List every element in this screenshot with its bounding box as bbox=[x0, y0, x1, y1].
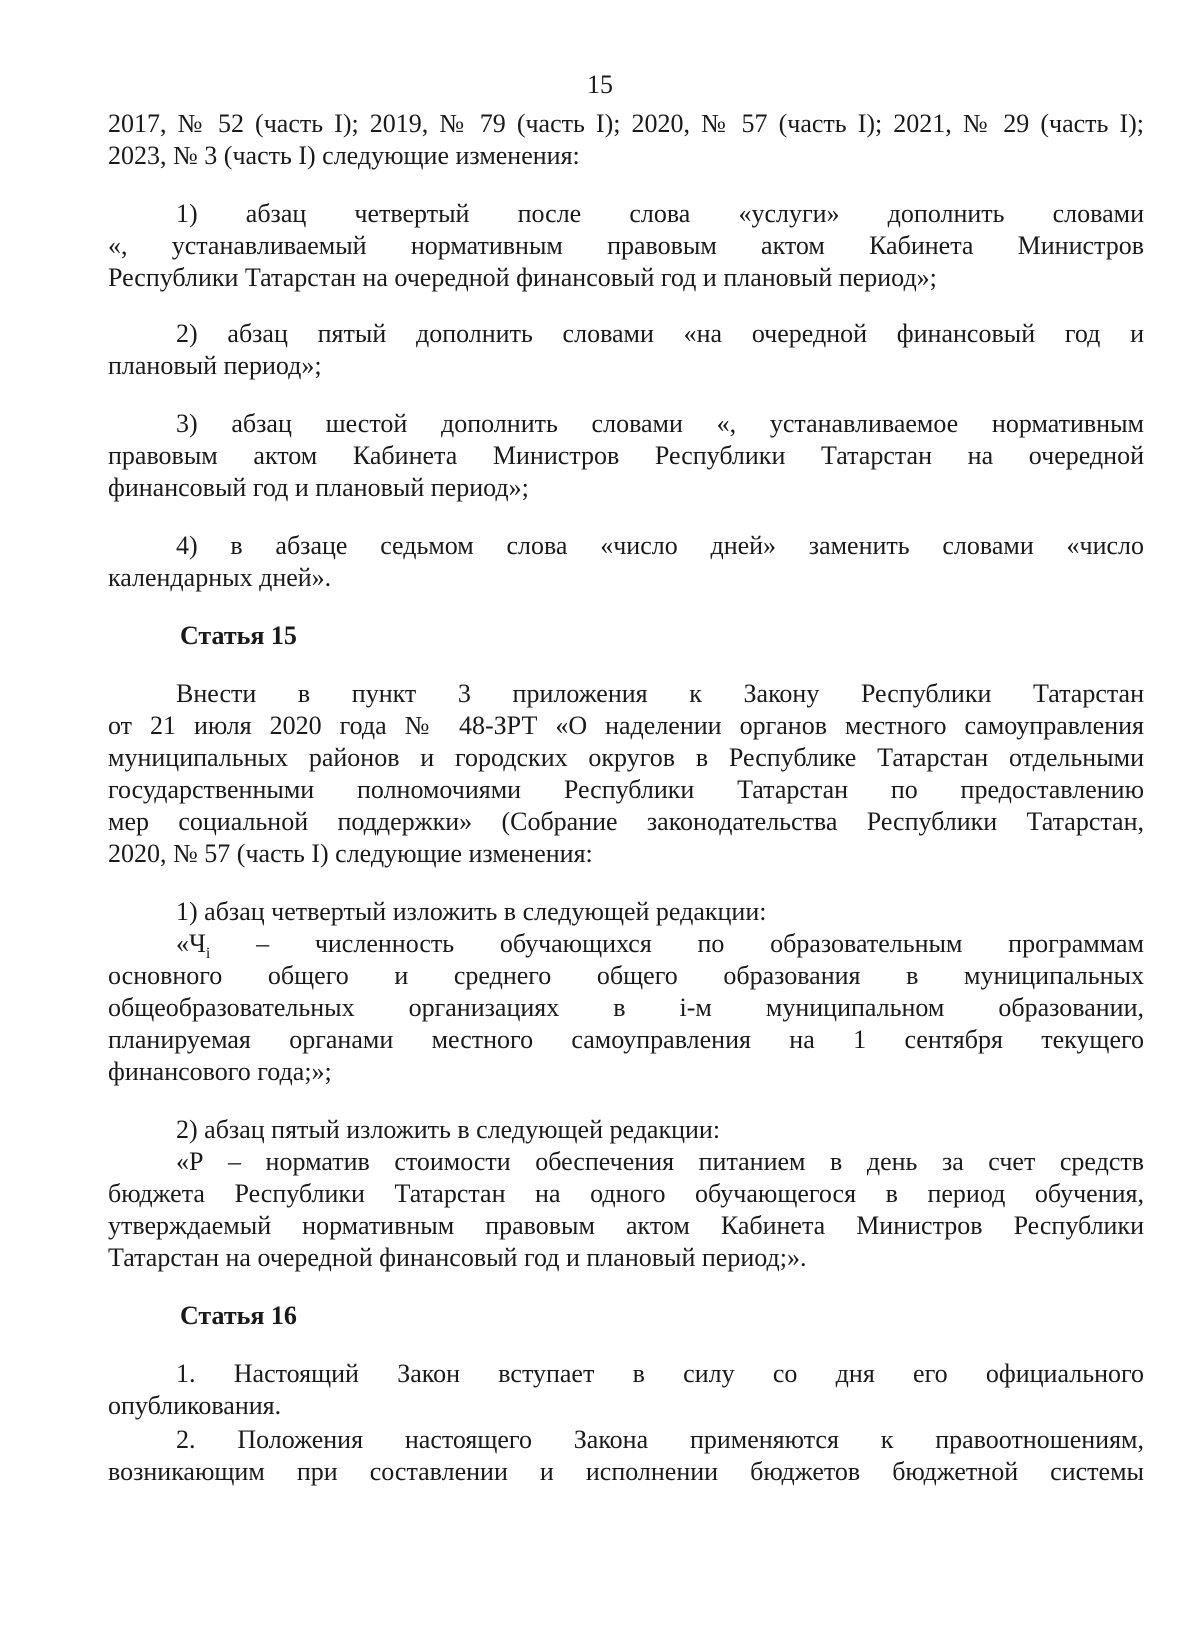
text-line: государственными полномочиями Республики Татарстан по предоставлению bbox=[108, 775, 1144, 804]
text-line: мер социальной поддержки» (Собрание законодательства Республики Татарстан, bbox=[108, 807, 1144, 836]
text-line: финансовый год и плановый период»; bbox=[108, 473, 529, 502]
article-heading-15: Статья 15 bbox=[180, 621, 297, 650]
text-line: 1) абзац четвертый после слова «услуги» дополнить словами bbox=[176, 199, 1144, 228]
text-line: 1. Настоящий Закон вступает в силу со дня его официального bbox=[176, 1359, 1144, 1388]
text-line bbox=[176, 928, 1144, 963]
text-line: основного общего и среднего общего образования в муниципальных bbox=[108, 961, 1144, 990]
text-line: 4) в абзаце седьмом слова «число дней» заменить словами «число bbox=[176, 531, 1144, 560]
text-line: финансового года;»; bbox=[108, 1057, 332, 1086]
text-line: муниципальных районов и городских округов в Республике Татарстан отдельными bbox=[108, 743, 1144, 772]
formula-text: – численность обучающихся по образовательным программам bbox=[210, 929, 1144, 958]
text-line: возникающим при составлении и исполнении бюджетов бюджетной системы bbox=[108, 1457, 1144, 1486]
text-line: планируемая органами местного самоуправления на 1 сентября текущего bbox=[108, 1025, 1144, 1054]
text-line: 2023, № 3 (часть I) следующие изменения: bbox=[108, 141, 580, 170]
text-line: «Р – норматив стоимости обеспечения питанием в день за счет средств bbox=[176, 1147, 1144, 1176]
text-line: плановый период»; bbox=[108, 351, 322, 380]
text-line: 2020, № 57 (часть I) следующие изменения: bbox=[108, 839, 593, 868]
text-line: «, устанавливаемый нормативным правовым актом Кабинета Министров bbox=[108, 231, 1144, 260]
formula-subscript: i bbox=[205, 945, 211, 963]
text-line: 1) абзац четвертый изложить в следующей редакции: bbox=[176, 897, 767, 926]
text-line: 2017, № 52 (часть I); 2019, № 79 (часть I); 2020, № 57 (часть I); 2021, № 29 (часть I); bbox=[108, 109, 1144, 138]
page-number: 15 bbox=[587, 70, 613, 99]
text-line: Татарстан на очередной финансовый год и плановый период;». bbox=[108, 1243, 807, 1272]
text-line: 3) абзац шестой дополнить словами «, устанавливаемое нормативным bbox=[176, 409, 1144, 438]
text-line: 2) абзац пятый изложить в следующей редакции: bbox=[176, 1115, 721, 1144]
text-line: правовым актом Кабинета Министров Республики Татарстан на очередной bbox=[108, 441, 1144, 470]
text-line: Внести в пункт 3 приложения к Закону Республики Татарстан bbox=[176, 679, 1144, 708]
text-line: 2. Положения настоящего Закона применяются к правоотношениям, bbox=[176, 1425, 1144, 1454]
text-line: бюджета Республики Татарстан на одного обучающегося в период обучения, bbox=[108, 1179, 1144, 1208]
text-line: 2) абзац пятый дополнить словами «на очередной финансовый год и bbox=[176, 319, 1144, 348]
text-line: утверждаемый нормативным правовым актом Кабинета Министров Республики bbox=[108, 1211, 1144, 1240]
text-line: опубликования. bbox=[108, 1391, 282, 1420]
text-line: общеобразовательных организациях в i-м муниципальном образовании, bbox=[108, 993, 1144, 1022]
article-heading-16: Статья 16 bbox=[180, 1301, 297, 1330]
text-line: Республики Татарстан на очередной финансовый год и плановый период»; bbox=[108, 263, 937, 292]
text-line: календарных дней». bbox=[108, 563, 332, 592]
formula-var: «Ч bbox=[176, 929, 206, 958]
text-line: от 21 июля 2020 года № 48-ЗРТ «О наделении органов местного самоуправления bbox=[108, 711, 1144, 740]
